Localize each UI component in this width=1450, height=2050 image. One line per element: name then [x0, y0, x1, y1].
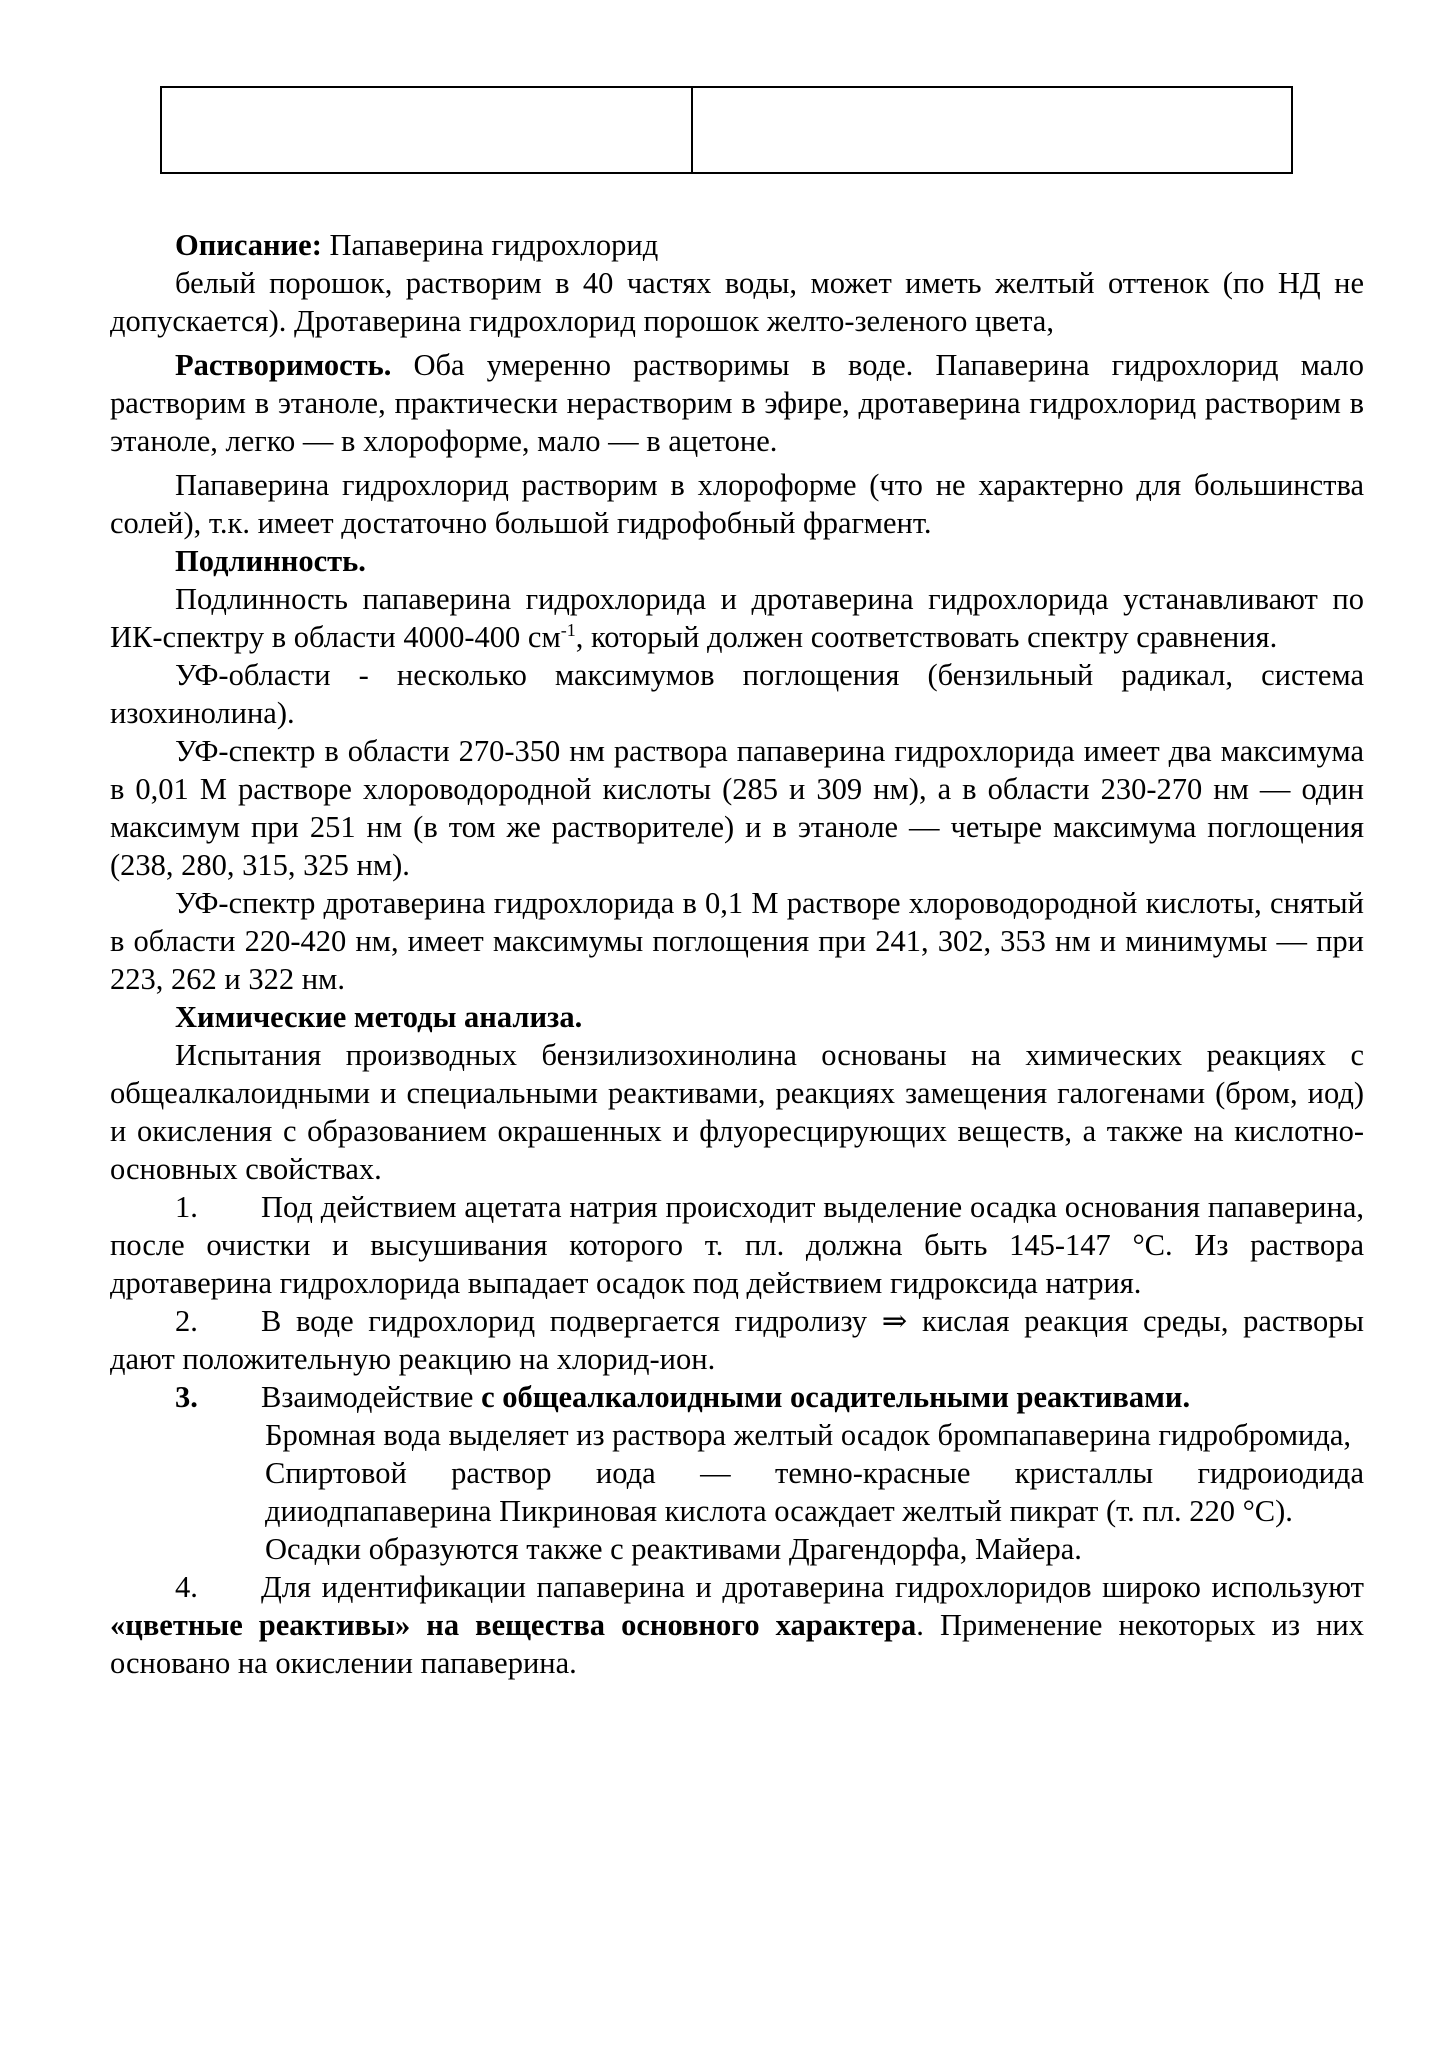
solubility-text: Оба умеренно растворимы в воде. Папаверина гидрохлорид мало растворим в этаноле, практически нерастворим в эфире, дротаверина гидрохлорид растворим в этаноле, легко — в хлороформе, мало — в ацетоне.	[110, 348, 1364, 458]
description-text: белый порошок, растворим в 40 частях воды, может иметь желтый оттенок (по НД не допускается). Дротаверина гидрохлорид порошок желто-зеленого цвета,	[110, 266, 1364, 338]
identity-ir-paragraph: Подлинность папаверина гидрохлорида и дротаверина гидрохлорида устанавливают по ИК-спектру в области 4000-400 $см^{-1}$, который должен соответствовать спектру сравнения.	[110, 582, 1364, 654]
solubility-paragraph	[110, 346, 1364, 460]
list-number: 3.	[175, 1380, 198, 1414]
description-label: Описание:	[175, 228, 322, 262]
identity-heading: Подлинность.	[175, 544, 366, 578]
list-number: 1.	[175, 1190, 198, 1224]
solubility-label: Растворимость.	[175, 348, 392, 382]
description-name: Папаверина гидрохлорид	[329, 228, 659, 262]
document-body	[110, 226, 1364, 1682]
chemical-heading: Химические методы анализа.	[175, 1000, 583, 1034]
list-item-4: 4. Для идентификации папаверина и дротаверина гидрохлоридов широко используют «цветные реактивы» на вещества основного характера. Применение некоторых из них основано на окислении папаверина.	[110, 1570, 1365, 1680]
header-table	[160, 86, 1293, 174]
list-item-text: Под действием ацетата натрия происходит выделение осадка основания папаверина, после очистки и высушивания которого т. пл. должна быть 145-147 °С. Из раствора дротаверина гидрохлорида выпадает осадок под действием гидроксида натрия.	[110, 1190, 1364, 1300]
ir-unit-superscript: -1	[560, 619, 576, 640]
identity-uv-regions: УФ-области - несколько максимумов поглощения (бензильный радикал, система изохинолина).	[110, 658, 1364, 730]
list-item-bold: с общеалкалоидными осадительными реактивами.	[481, 1380, 1191, 1414]
list-item-3-sub-3: Осадки образуются также с реактивами Драгендорфа, Майера.	[265, 1532, 1082, 1566]
solubility-note: Папаверина гидрохлорид растворим в хлороформе (что не характерно для большинства солей), т.к. имеет достаточно большой гидрофобный фрагмент.	[110, 468, 1364, 540]
list-item-1	[110, 1188, 1364, 1302]
identity-uv-papaverine: УФ-спектр в области 270-350 нм раствора папаверина гидрохлорида имеет два максимума в 0,01 М растворе хлороводородной кислоты (285 и 309 нм), а в области 230-270 нм — один максимум при 251 нм (в том же растворителе) и в этаноле — четыре максимума поглощения (238, 280, 315, 325 нм).	[110, 734, 1364, 882]
list-number: 4.	[175, 1570, 198, 1604]
list-item-text: В воде гидрохлорид подвергается гидролизу ⇒ кислая реакция среды, растворы дают положительную реакцию на хлорид-ион.	[110, 1304, 1364, 1376]
header-table-cell-right	[693, 88, 1291, 172]
list-item-2	[110, 1302, 1364, 1378]
description-heading-line	[110, 226, 1364, 264]
chemical-intro: Испытания производных бензилизохинолина основаны на химических реакциях с общеалкалоидными и специальными реактивами, реакциях замещения галогенами (бром, иод) и окисления с образованием окрашенных и флуоресцирующих веществ, а также на кислотно-основных свойствах.	[110, 1038, 1364, 1186]
list-item-3-sub-1: Бромная вода выделяет из раствора желтый осадок бромпапаверина гидробромида,	[265, 1418, 1352, 1452]
list-item-3: 3. Взаимодействие с общеалкалоидными осадительными реактивами.	[175, 1380, 1191, 1414]
header-table-cell-left	[162, 88, 693, 172]
list-item-3-sub-2: Спиртовой раствор иода — темно-красные кристаллы гидроиодида дииодпапаверина Пикриновая кислота осаждает желтый пикрат (т. пл. 220 °С).	[265, 1456, 1364, 1528]
list-number: 2.	[175, 1304, 198, 1338]
identity-uv-drotaverine: УФ-спектр дротаверина гидрохлорида в 0,1 М растворе хлороводородной кислоты, снятый в области 220-420 нм, имеет максимумы поглощения при 241, 302, 353 нм и минимумы — при 223, 262 и 322 нм.	[110, 886, 1364, 996]
list-item-bold: «цветные реактивы» на вещества основного характера	[110, 1608, 917, 1642]
